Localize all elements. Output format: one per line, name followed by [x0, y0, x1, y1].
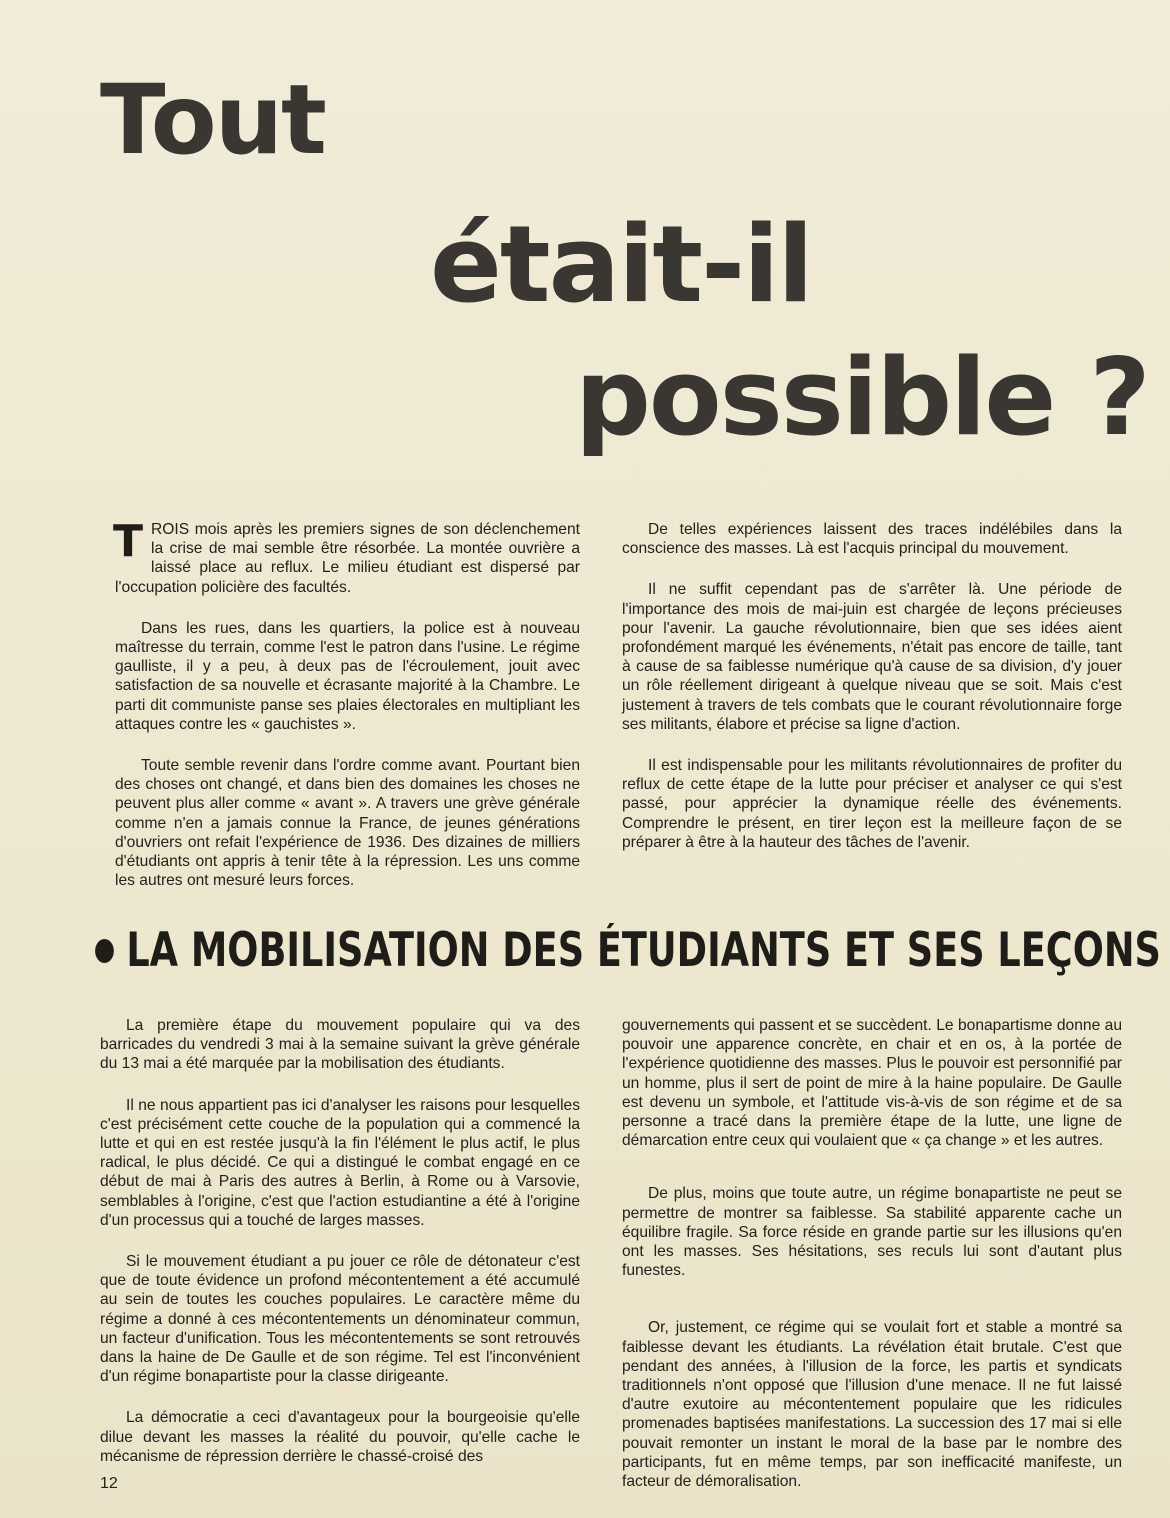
section-column-left [100, 1016, 580, 1466]
section-paragraph-1: La première étape du mouvement populaire qui va des barricades du vendredi 3 mai à la semaine suivant la grève générale du 13 mai a été marquée par la mobilisation des étudiants. [100, 1017, 580, 1073]
intro-column-left [113, 516, 580, 890]
title-line-2: était-il [430, 203, 812, 326]
section-paragraph-5: gouvernements qui passent et se succèdent. Le bonapartisme donne au pouvoir une apparence concrète, en chair et en os, à la portée de l'expérience quotidienne des masses. Plus le pouvoir est personnifié par un homme, plus il sert de point de mire à la haine populaire. De Gaulle est devenu un symbole, et l'attitude vis-à-vis de son régime et de sa personne a tracé dans la première étape de la lutte, une ligne de démarcation entre ceux qui voulaient que « ça change » et les autres. [622, 1017, 1122, 1150]
section-paragraph-3: Si le mouvement étudiant a pu jouer ce rôle de détonateur c'est que de toute évidence un profond mécontentement a été accumulé au sein de toutes les couches populaires. Le caractère même du régime a donné à ces mécontentements un dénominateur commun, un facteur d'unification. Tous les mécontentements se sont retrouvés dans la haine de De Gaulle et de son régime. Tel est l'inconvénient d'un régime bonapartiste pour la classe dirigeante. [100, 1253, 580, 1386]
intro-paragraph-6: Il est indispensable pour les militants révolutionnaires de profiter du reflux de cette étape de la lutte pour préciser et analyser ce qui s'est passé, pour apprécier la dynamique réelle des événements. Comprendre le présent, en tirer leçon est la meilleure façon de se préparer à être à la hauteur des tâches de l'avenir. [622, 757, 1122, 851]
intro-column-right [622, 520, 1122, 852]
title-line-3: possible ? [575, 336, 1149, 459]
section-heading-text: LA MOBILISATION DES ÉTUDIANTS ET SES LEÇONS [126, 923, 1161, 978]
drop-cap: T [113, 516, 144, 567]
section-paragraph-7: Or, justement, ce régime qui se voulait fort et stable a montré sa faiblesse devant les étudiants. La révélation était brutale. C'est que pendant des années, à l'illusion de la force, les partis et syndicats traditionnels n'ont opposé que l'illusion d'une menace. Il ne fut laissé d'autre exutoire au mécontentement populaire que les ridicules promenades baptisées manifestations. La succession des 17 mai si elle pouvait remonter un instant le moral de la base par le nombre des participants, fut en même temps, par son inefficacité manifeste, un facteur de démoralisation. [622, 1319, 1122, 1491]
intro-paragraph-5: Il ne suffit cependant pas de s'arrêter là. Une période de l'importance des mois de mai-juin est chargée de leçons précieuses pour l'avenir. La gauche révolutionnaire, bien que ses idées aient profondément marqué les événements, n'était pas encore de taille, tant à cause de sa faiblesse numérique qu'à cause de sa division, d'y jouer un rôle réellement dirigeant à quelque niveau que se soit. Mais c'est justement à travers de tels combats que le courant révolutionnaire forge ses militants, élabore et précise sa ligne d'action. [622, 581, 1122, 733]
intro-paragraph-1 [113, 516, 580, 597]
intro-paragraph-2: Dans les rues, dans les quartiers, la police est à nouveau maîtresse du terrain, comme l'est le patron dans l'usine. Le régime gaulliste, il y a peu, à deux pas de l'écroulement, jouit avec satisfaction de sa nouvelle et écrasante majorité à la Chambre. Le parti dit communiste panse ses plaies électorales en multipliant les attaques contre les « gauchistes ». [115, 619, 580, 733]
section-column-right [622, 1016, 1122, 1491]
bullet-icon [95, 939, 114, 963]
page-number: 12 [100, 1475, 118, 1492]
title-line-1: Tout [100, 64, 325, 176]
intro-paragraph-4: De telles expériences laissent des traces indélébiles dans la conscience des masses. Là est l'acquis principal du mouvement. [622, 521, 1122, 558]
intro-paragraph-3: Toute semble revenir dans l'ordre comme avant. Pourtant bien des choses ont changé, et dans bien des domaines les choses ne peuvent plus aller comme « avant ». A travers une grève générale comme n'en a jamais connue la France, de jeunes générations d'ouvriers ont refait l'expérience de 1936. Des dizaines de milliers d'étudiants ont appris à tenir tête à la répression. Les uns comme les autres ont mesuré leurs forces. [115, 757, 580, 890]
intro-paragraph-1-text: ROIS mois après les premiers signes de son déclenchement la crise de mai semble être résorbée. La montée ouvrière a laissé place au reflux. Le milieu étudiant est dispersé par l'occupation policière des facultés. [115, 521, 580, 596]
section-paragraph-4: La démocratie a ceci d'avantageux pour la bourgeoisie qu'elle dilue devant les masses la réalité du pouvoir, qu'elle cache le mécanisme de répression derrière le chassé-croisé des [100, 1409, 580, 1465]
section-paragraph-6: De plus, moins que toute autre, un régime bonapartiste ne peut se permettre de montrer sa faiblesse. Sa stabilité apparente cache un équilibre fragile. Sa force réside en grande partie sur les illusions qu'en ont les masses. Ses hésitations, ses reculs lui sont d'autant plus funestes. [622, 1185, 1122, 1280]
section-paragraph-2: Il ne nous appartient pas ici d'analyser les raisons pour lesquelles c'est précisément cette couche de la population qui a commencé la lutte et qui en est restée jusqu'à la fin l'élément le plus actif, le plus radical, le plus décidé. Ce qui a distingué le combat engagé en ce début de mai à Paris des autres à Berlin, à Rome ou à Varsovie, semblables à l'origine, c'est que l'action estudiantine a été à l'origine d'un processus qui a touché de larges masses. [100, 1096, 580, 1229]
section-heading [92, 915, 1161, 987]
